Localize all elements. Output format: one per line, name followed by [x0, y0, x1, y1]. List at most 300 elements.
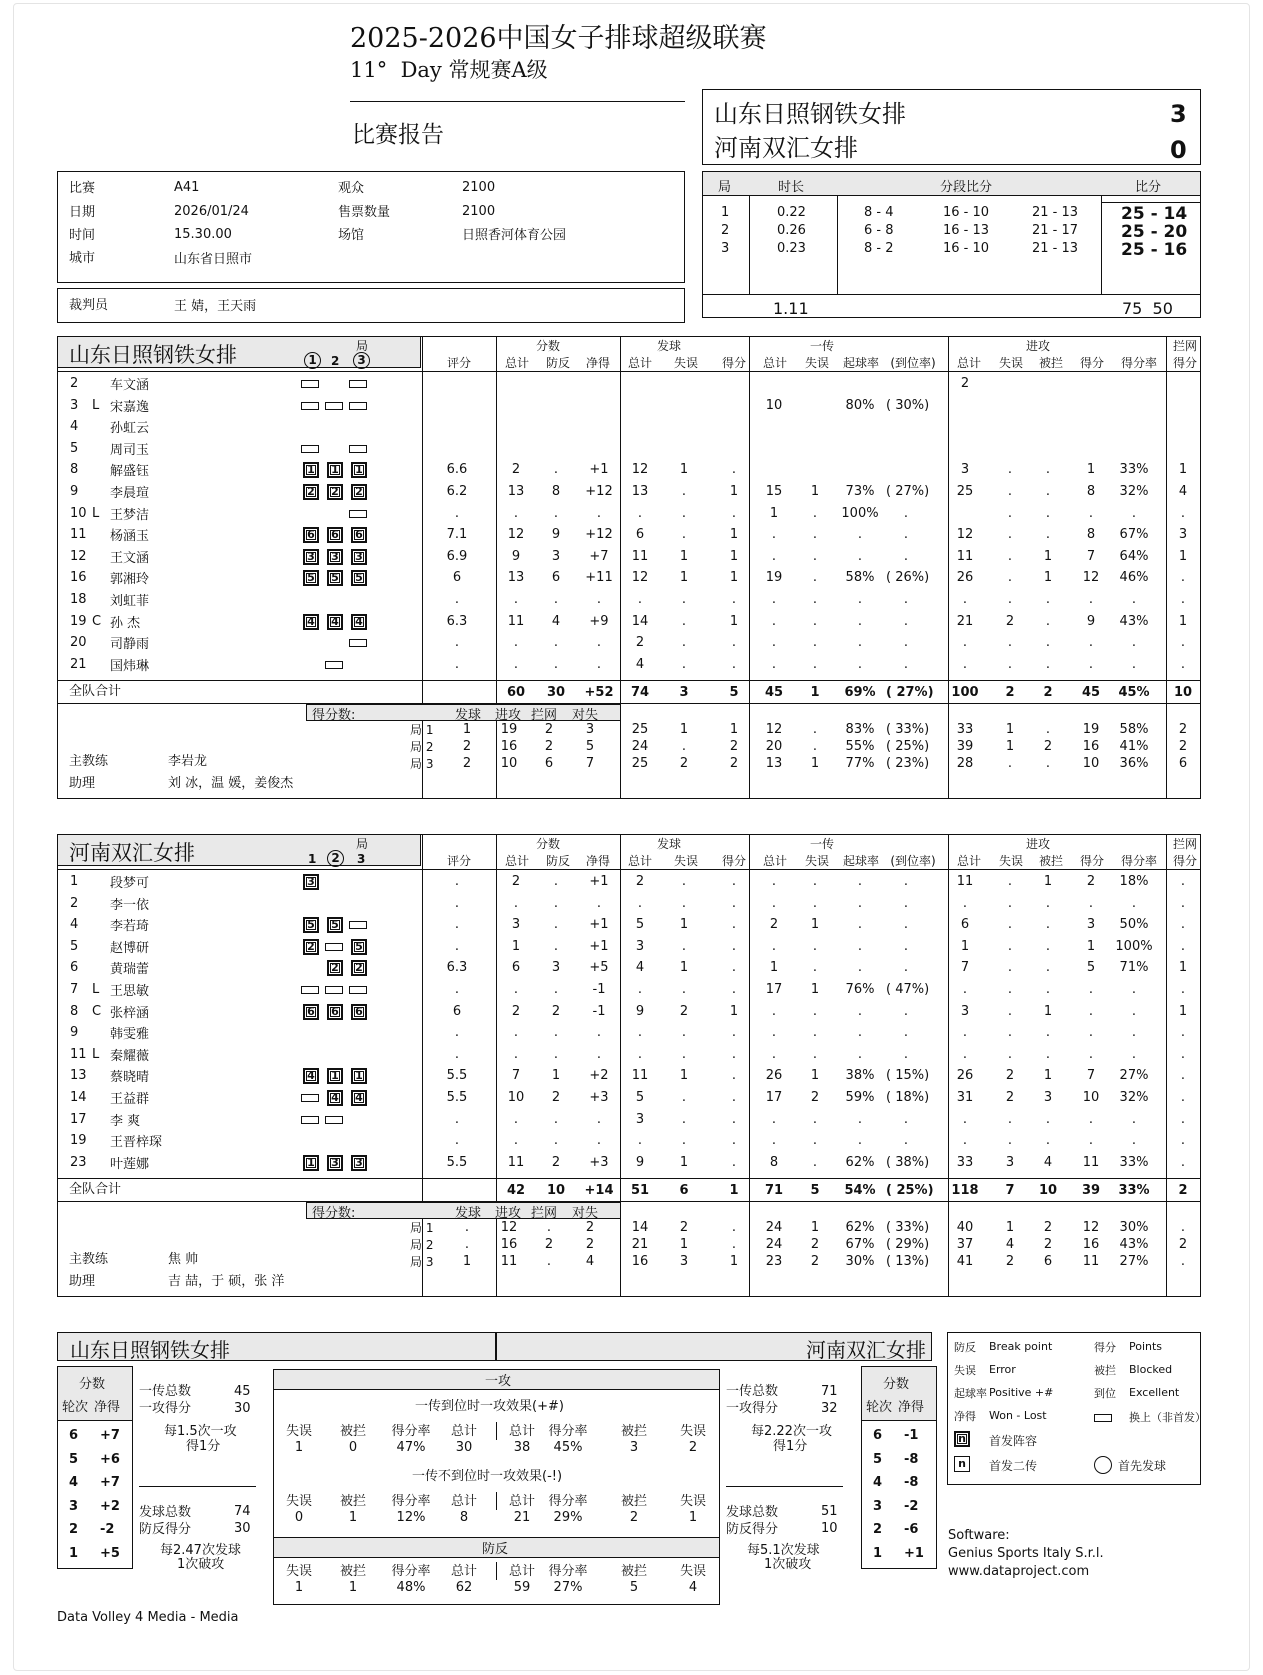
set-duration: 0.22: [777, 205, 806, 220]
starting-position-box: 3: [327, 549, 343, 565]
team-total-label: 全队合计: [69, 684, 122, 700]
player-number: 8: [70, 462, 79, 478]
col-head-rtot: 总计: [762, 854, 788, 868]
set-block-pts: 2: [544, 722, 554, 738]
stat-cell: 5: [1086, 960, 1096, 976]
team-total-label: 全队合计: [69, 1182, 122, 1198]
stat-cell: 3: [635, 1111, 645, 1127]
rotation-net: +1: [904, 1545, 924, 1561]
set-number: 1: [721, 205, 730, 220]
starting-position-box: 3: [351, 1155, 367, 1171]
set-serve-pts: 2: [462, 756, 472, 772]
team-total-cell: 71: [764, 1183, 784, 1199]
stat-cell: 1: [1178, 613, 1188, 629]
set-stat-cell: ( 33%): [886, 722, 930, 738]
set-attack-pts: 11: [500, 1254, 518, 1270]
stat-cell: 1: [810, 982, 820, 997]
team-total-cell: ( 27%): [886, 685, 934, 701]
set-stat-cell: 23: [765, 1254, 783, 1270]
stat-cell: 43%: [1119, 613, 1149, 629]
stat-cell: 2: [511, 1003, 521, 1019]
set-stat-cell: 19: [1082, 722, 1100, 738]
stat-cell: .: [962, 635, 968, 651]
stat-cell: .: [903, 1046, 909, 1062]
player-number: 2: [70, 895, 79, 911]
legend-value: Positive +#: [989, 1386, 1054, 1399]
stat-cell: .: [513, 1111, 519, 1127]
points-label: 得分数:: [312, 1206, 356, 1222]
stat-cell: 3: [511, 917, 521, 933]
stat-cell: .: [857, 592, 863, 607]
stat-cell: .: [596, 1133, 602, 1149]
player-row: [57, 374, 1201, 396]
player-name: 段梦可: [110, 876, 150, 891]
team-total-cell: +14: [584, 1183, 614, 1199]
col-head-err: 失误: [673, 356, 699, 370]
stat-cell: .: [1131, 1003, 1137, 1019]
player-name: 李晨瑄: [110, 486, 150, 501]
player-role: C: [92, 1003, 102, 1019]
col-head-exc: (到位率): [890, 356, 936, 370]
player-number: 14: [70, 1090, 87, 1105]
stat-cell: .: [1180, 1154, 1186, 1170]
set-label: 局 2: [410, 740, 434, 755]
starting-position-box: 4: [351, 614, 367, 630]
sets-head-set: 局: [718, 180, 732, 195]
stat-cell: .: [553, 505, 559, 521]
team-total-cell: 2: [1043, 685, 1053, 701]
team-total-cell: 2: [1178, 1183, 1188, 1199]
stat-cell: .: [1045, 656, 1051, 672]
set-attack-pts: 12: [500, 1220, 518, 1236]
player-name: 李一依: [110, 897, 150, 913]
stat-cell: +2: [589, 1068, 609, 1084]
stat-cell: .: [1007, 1133, 1013, 1149]
stat-cell: .: [812, 592, 818, 607]
stat-cell: .: [857, 874, 863, 889]
player-row: [57, 396, 1201, 418]
summary-cell: 4: [688, 1580, 698, 1595]
points-block-head: 拦网: [531, 1206, 558, 1222]
stat-cell: .: [513, 1025, 519, 1041]
player-name: 秦耀薇: [110, 1048, 150, 1064]
set-stat-cell: 1: [1005, 739, 1015, 755]
stat-cell: +7: [589, 548, 609, 564]
starting-position-box: 4: [327, 1090, 343, 1106]
legend-value: Points: [1129, 1340, 1163, 1353]
stat-cell: 13: [631, 484, 649, 499]
team-total-cell: 1: [729, 1183, 739, 1199]
set-number: 3: [721, 241, 730, 256]
stat-cell: .: [1180, 895, 1186, 911]
label-match: 比赛: [69, 181, 96, 196]
player-number: 4: [70, 917, 79, 933]
stat-cell: 11: [631, 548, 649, 564]
starting-position-box: 2: [303, 939, 319, 955]
player-row: [57, 439, 1201, 461]
player-number: 11: [70, 1046, 87, 1062]
stat-cell: 33%: [1119, 1154, 1149, 1170]
summary-cell: 59: [513, 1580, 531, 1595]
summary-col-head: 得分率: [548, 1424, 588, 1439]
stat-cell: .: [962, 982, 968, 997]
stat-cell: .: [681, 484, 687, 499]
set-opp-err-pts: 4: [585, 1254, 595, 1270]
stat-cell: 7: [1086, 548, 1096, 564]
summary-home-name: 山东日照钢铁女排: [70, 1338, 230, 1362]
stat-cell: 73%: [845, 484, 875, 499]
stat-cell: .: [1180, 1025, 1186, 1041]
stat-cell: 11: [507, 613, 525, 629]
stat-cell: .: [513, 592, 519, 607]
set-serve-pts: .: [464, 1237, 470, 1253]
team-total-cell: 100: [951, 685, 979, 701]
stat-cell: .: [637, 1025, 643, 1041]
stat-cell: .: [771, 1003, 777, 1019]
set-serve-pts: 1: [462, 722, 472, 738]
col-head-net: 净得: [585, 356, 611, 370]
starting-position-box: 5: [327, 917, 343, 933]
stat-cell: .: [1045, 635, 1051, 651]
col-head-serve: 发球: [656, 339, 682, 353]
coach-label: 主教练: [69, 1252, 109, 1268]
starting-position-box: 3: [303, 549, 319, 565]
substitute-marker: [301, 986, 319, 994]
player-name: 王文涵: [110, 550, 150, 566]
stat-cell: .: [596, 1046, 602, 1062]
set-stat-cell: .: [731, 1220, 737, 1236]
team-total-cell: 10: [546, 1183, 566, 1199]
starting-position-box: 6: [351, 1004, 367, 1020]
set-partial-21: 21 - 13: [1032, 205, 1079, 220]
stat-cell: .: [637, 592, 643, 607]
set-stat-cell: ( 13%): [886, 1254, 930, 1270]
stat-cell: 58%: [845, 570, 875, 586]
col-head-tot: 总计: [627, 854, 653, 868]
starting-position-box: 3: [351, 549, 367, 565]
serve-ratio: 每2.47次发球: [160, 1543, 241, 1558]
stat-cell: .: [731, 1025, 737, 1041]
col-head-bp: 防反: [545, 854, 571, 868]
stat-cell: .: [1180, 635, 1186, 651]
stat-cell: 8: [769, 1154, 779, 1170]
stat-cell: .: [1045, 1133, 1051, 1149]
rotation-net: -1: [904, 1428, 919, 1443]
col-head-rtot: 总计: [762, 356, 788, 370]
stat-cell: 19: [765, 570, 783, 586]
stat-cell: 1: [1178, 1003, 1188, 1019]
stat-cell: +1: [589, 938, 609, 954]
legend-value: Break point: [989, 1340, 1053, 1353]
stat-cell: .: [681, 1133, 687, 1149]
summary-col-head: 总计: [508, 1564, 535, 1579]
stat-cell: .: [681, 1046, 687, 1062]
player-role: L: [92, 1046, 100, 1062]
set-label: 局 2: [410, 1238, 434, 1253]
substitute-marker: [325, 986, 343, 994]
stat-cell: .: [1088, 592, 1094, 607]
col-head-rating: 评分: [446, 854, 472, 868]
summary-cell: 0: [348, 1440, 358, 1455]
stat-cell: .: [857, 1046, 863, 1062]
legend-key: 被拦: [1094, 1364, 1116, 1377]
stat-cell: .: [1180, 1046, 1186, 1062]
first-attack-pts: 30: [234, 1401, 251, 1416]
stat-cell: .: [857, 1003, 863, 1019]
substitute-marker: [301, 402, 319, 410]
set-stat-cell: 28: [956, 756, 974, 772]
stat-cell: 1: [679, 570, 689, 586]
summary-col-head: 总计: [508, 1424, 535, 1439]
legend-serve-circle: [1094, 1456, 1112, 1474]
stat-cell: 1: [729, 548, 739, 564]
set-stat-cell: 37: [956, 1237, 974, 1253]
rotation-number: 4: [873, 1475, 883, 1490]
stat-cell: .: [681, 527, 687, 543]
break-points: 10: [821, 1521, 838, 1536]
player-number: 4: [70, 419, 79, 435]
set-duration: 0.26: [777, 223, 806, 238]
summary-cell: 3: [629, 1440, 639, 1455]
serve-ratio-b: 1次破攻: [764, 1557, 812, 1572]
stat-cell: .: [681, 613, 687, 629]
substitute-marker: [301, 1094, 319, 1102]
stat-cell: .: [731, 1046, 737, 1062]
set-block-pts: .: [546, 1220, 552, 1236]
stat-cell: .: [812, 1154, 818, 1170]
stat-cell: 3: [551, 960, 561, 976]
col-head-won: 得分: [721, 854, 747, 868]
stat-cell: .: [1088, 505, 1094, 521]
first-attack-title: 一攻: [485, 1374, 512, 1389]
stat-cell: .: [1045, 1111, 1051, 1127]
stat-cell: .: [1045, 527, 1051, 543]
legend-value: Error: [989, 1363, 1016, 1376]
summary-col-head: 总计: [508, 1494, 535, 1509]
substitute-marker: [349, 639, 367, 647]
set-partial-21: 21 - 17: [1032, 223, 1079, 238]
col-head-tot: 总计: [504, 854, 530, 868]
col-head-ablk: 被拦: [1038, 356, 1064, 370]
stat-cell: .: [903, 1025, 909, 1041]
stat-cell: 6.3: [446, 960, 468, 976]
stat-cell: +5: [589, 960, 609, 976]
set-score: 25 - 16: [1121, 240, 1188, 260]
rotation-head: 轮次: [866, 1400, 893, 1415]
stat-cell: .: [731, 874, 737, 889]
stat-cell: .: [731, 982, 737, 997]
player-name: 赵博研: [110, 940, 150, 956]
player-role: C: [92, 613, 102, 629]
stat-cell: .: [1007, 1046, 1013, 1062]
col-head-awon: 得分: [1079, 356, 1105, 370]
reception-total-label: 一传总数: [726, 1384, 779, 1399]
stat-cell: 1: [1178, 960, 1188, 976]
stat-cell: 1: [1043, 548, 1053, 564]
set-partial-8: 6 - 8: [864, 223, 894, 238]
set-stat-cell: .: [1180, 1220, 1186, 1236]
stat-cell: .: [1131, 592, 1137, 607]
set-stat-cell: 62%: [845, 1220, 875, 1236]
stat-cell: .: [1131, 1025, 1137, 1041]
set-partial-16: 16 - 10: [943, 241, 990, 256]
stat-cell: 26: [956, 1068, 974, 1084]
stat-cell: 1: [511, 938, 521, 954]
rotation-net: +7: [100, 1475, 120, 1490]
set-stat-cell: .: [1180, 1254, 1186, 1270]
col-head-atot: 总计: [956, 854, 982, 868]
stat-cell: .: [1088, 1111, 1094, 1127]
stat-cell: 9: [635, 1003, 645, 1019]
stat-cell: .: [553, 1111, 559, 1127]
stat-cell: ( 47%): [886, 982, 930, 997]
player-name: 车文涵: [110, 378, 150, 393]
team-total-cell: 5: [810, 1183, 820, 1199]
stat-cell: .: [903, 548, 909, 564]
player-number: 19: [70, 613, 87, 629]
col-head-rerr: 失误: [804, 356, 830, 370]
sets-head-score: 比分: [1135, 180, 1162, 195]
stat-cell: 76%: [845, 982, 875, 997]
stat-cell: .: [553, 874, 559, 889]
player-name: 司静雨: [110, 637, 150, 653]
stat-cell: .: [681, 895, 687, 911]
coach-label: 主教练: [69, 754, 109, 770]
set-stat-cell: 2: [810, 1254, 820, 1270]
reception-total: 45: [234, 1384, 251, 1399]
starting-position-box: 2: [327, 484, 343, 500]
col-head-bwon: 得分: [1172, 356, 1198, 370]
player-name: 李 爽: [110, 1113, 141, 1129]
stat-cell: .: [637, 1046, 643, 1062]
match-day: 11° Day 常规赛A级: [350, 58, 548, 82]
player-number: 16: [70, 570, 87, 586]
stat-cell: 4: [635, 656, 645, 672]
assistant-coaches: 刘 冰，温 媛，姜俊杰: [168, 776, 294, 792]
starting-position-box: 4: [303, 614, 319, 630]
stat-cell: .: [771, 1025, 777, 1041]
stat-cell: .: [1180, 938, 1186, 954]
set-score: 25 - 14: [1121, 204, 1188, 224]
set-number-label: 1: [308, 852, 317, 866]
tickets: 2100: [462, 204, 496, 219]
team-total-cell: 39: [1081, 1183, 1101, 1199]
stat-cell: .: [454, 917, 460, 933]
set-stat-cell: 36%: [1119, 756, 1149, 772]
serve-total: 51: [821, 1504, 838, 1519]
stat-cell: 6.2: [446, 484, 468, 499]
stat-cell: 1: [679, 960, 689, 976]
rotation-number: 2: [69, 1522, 79, 1537]
stat-cell: 1: [810, 484, 820, 499]
away-table-title: 河南双汇女排: [69, 841, 195, 865]
stat-cell: .: [812, 505, 818, 521]
stat-cell: .: [962, 895, 968, 911]
stat-cell: .: [771, 548, 777, 564]
stat-cell: .: [1007, 570, 1013, 586]
serve-total-label: 发球总数: [139, 1505, 192, 1520]
stat-cell: 62%: [845, 1154, 875, 1170]
stat-cell: .: [903, 1003, 909, 1019]
stat-cell: 2: [511, 462, 521, 478]
stat-cell: ( 27%): [886, 484, 930, 499]
stat-cell: .: [857, 527, 863, 543]
player-number: 19: [70, 1133, 87, 1149]
stat-cell: .: [454, 1111, 460, 1127]
set-stat-cell: 14: [631, 1220, 649, 1236]
stat-cell: .: [771, 874, 777, 889]
summary-cell: 2: [629, 1510, 639, 1525]
summary-col-head: 得分率: [391, 1564, 431, 1579]
col-head-ablk: 被拦: [1038, 854, 1064, 868]
first-attack-ratio: 每1.5次一攻: [164, 1424, 237, 1439]
set-opp-err-pts: 5: [585, 739, 595, 755]
stat-cell: 1: [1043, 874, 1053, 889]
starting-position-box: 1: [327, 1068, 343, 1084]
stat-cell: 6.9: [446, 548, 468, 564]
starting-position-box: 3: [303, 874, 319, 890]
stat-cell: .: [1180, 505, 1186, 521]
stat-cell: .: [962, 592, 968, 607]
stat-cell: .: [1045, 917, 1051, 933]
set-partial-16: 16 - 13: [943, 223, 990, 238]
team-total-cell: 45: [764, 685, 784, 701]
stat-cell: .: [553, 917, 559, 933]
stat-cell: 14: [631, 613, 649, 629]
first-attack-ratio-b: 得1分: [773, 1439, 808, 1454]
player-number: 11: [70, 527, 87, 543]
stat-cell: .: [681, 938, 687, 954]
substitute-marker: [349, 402, 367, 410]
legend-first-setter: 首发二传: [989, 1459, 1038, 1473]
set-stat-cell: 24: [765, 1220, 783, 1236]
stat-cell: 2: [769, 917, 779, 933]
summary-cell: 48%: [396, 1580, 426, 1595]
stat-cell: .: [1007, 1111, 1013, 1127]
first-serve-circle: 2: [327, 850, 344, 867]
player-name: 张梓涵: [110, 1005, 150, 1021]
starting-position-box: 6: [303, 527, 319, 543]
player-number: 18: [70, 592, 87, 607]
stat-cell: .: [637, 505, 643, 521]
legend-substitute-marker: [1094, 1414, 1112, 1422]
stat-cell: .: [812, 527, 818, 543]
set-stat-cell: 2: [729, 756, 739, 772]
stat-cell: 25: [956, 484, 974, 499]
summary-col-head: 失误: [679, 1494, 706, 1509]
referees: 王 婧，王天雨: [174, 299, 257, 314]
substitute-marker: [301, 1116, 319, 1124]
set-stat-cell: 6: [1178, 756, 1188, 772]
set-stat-cell: 16: [1082, 739, 1100, 755]
points-block-head: 拦网: [531, 708, 558, 724]
stat-cell: 3: [960, 462, 970, 478]
break-points: 30: [234, 1521, 251, 1536]
stat-cell: .: [903, 874, 909, 889]
stat-cell: .: [681, 505, 687, 521]
stat-cell: 11: [1082, 1154, 1100, 1170]
stat-cell: 2: [551, 1003, 561, 1019]
stat-cell: .: [903, 1111, 909, 1127]
stat-cell: 1: [729, 484, 739, 499]
stat-cell: 5.5: [446, 1154, 468, 1170]
col-head-pts: 分数: [535, 339, 561, 353]
set-stat-cell: 30%: [845, 1254, 875, 1270]
substitute-marker: [325, 661, 343, 669]
stat-cell: .: [1007, 484, 1013, 499]
legend-key: 净得: [954, 1410, 976, 1423]
assistant-label: 助理: [69, 776, 96, 792]
